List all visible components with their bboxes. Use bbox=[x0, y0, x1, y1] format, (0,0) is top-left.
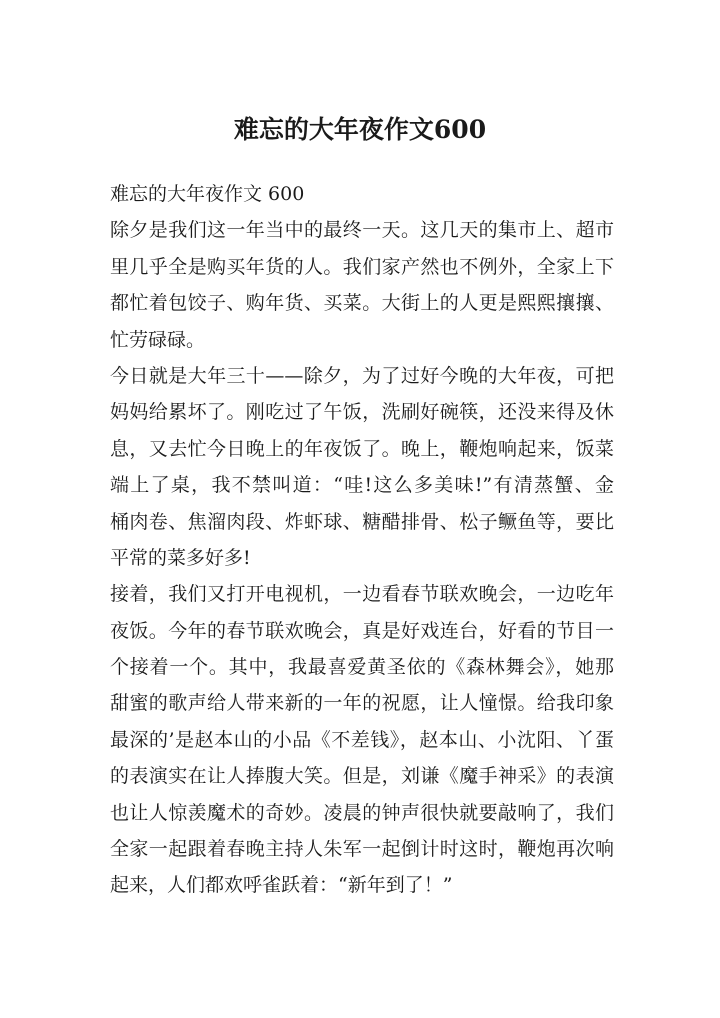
document-body bbox=[110, 176, 614, 904]
text-line: 桶肉卷、焦溜肉段、炸虾球、糖醋排骨、松子鳜鱼等，要比 bbox=[110, 510, 614, 533]
text-line: 都忙着包饺子、购年货、买菜。大街上的人更是熙熙攘攘、 bbox=[110, 292, 614, 315]
text-line: 平常的菜多好多! bbox=[110, 546, 251, 569]
text-line: 端上了桌，我不禁叫道：“哇!这么多美味!”有清蒸蟹、金 bbox=[110, 474, 614, 497]
text-line: 息，又去忙今日晚上的年夜饭了。晚上，鞭炮响起来，饭菜 bbox=[110, 437, 614, 460]
text-line: 除夕是我们这一年当中的最终一天。这几天的集市上、超市 bbox=[110, 219, 614, 242]
text-line: 全家一起跟着春晚主持人朱军一起倒计时这时，鞭炮再次响 bbox=[110, 838, 614, 861]
text-line: 今日就是大年三十——除夕，为了过好今晚的大年夜，可把 bbox=[110, 364, 614, 387]
text-line: 的表演实在让人捧腹大笑。但是，刘谦《魔手神采》的表演 bbox=[110, 765, 614, 788]
text-line: 忙劳碌碌。 bbox=[110, 328, 206, 351]
text-line: 接着，我们又打开电视机，一边看春节联欢晚会，一边吃年 bbox=[110, 583, 614, 606]
text-line: 夜饭。今年的春节联欢晚会，真是好戏连台，好看的节目一 bbox=[110, 619, 614, 642]
text-line: 最深的’是赵本山的小品《不差钱》，赵本山、小沈阳、丫蛋 bbox=[110, 728, 614, 751]
text-line: 妈妈给累坏了。刚吃过了午饭，洗刷好碗筷，还没来得及休 bbox=[110, 401, 614, 424]
document-title: 难忘的大年夜作文600 bbox=[233, 115, 487, 144]
text-line: 个接着一个。其中，我最喜爱黄圣依的《森林舞会》，她那 bbox=[110, 656, 614, 679]
text-line: 起来，人们都欢呼雀跃着：“新年到了！” bbox=[110, 874, 453, 897]
text-line: 难忘的大年夜作文 600 bbox=[110, 183, 305, 205]
text-line: 也让人惊羡魔术的奇妙。凌晨的钟声很快就要敲响了，我们 bbox=[110, 801, 614, 824]
text-line: 里几乎全是购买年货的人。我们家产然也不例外，全家上下 bbox=[110, 255, 614, 278]
text-line: 甜蜜的歌声给人带来新的一年的祝愿，让人憧憬。给我印象 bbox=[110, 692, 614, 715]
